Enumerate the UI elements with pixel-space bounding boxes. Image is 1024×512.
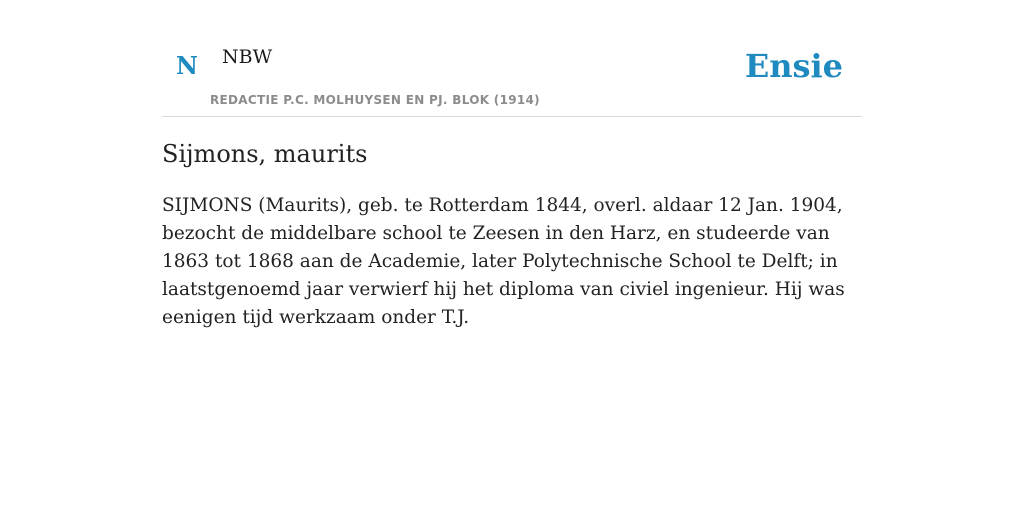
- source-header: [162, 0, 862, 117]
- article-body: SIJMONS (Maurits), geb. te Rotterdam 1844, overl. aldaar 12 Jan. 1904, bezocht de middelbare school te Zeesen in den Harz, en studeerde van 1863 tot 1868 aan de Academie, later Polytechnische School te Delft; in laatstgenoemd jaar verwierf hij het diploma van civiel ingenieur. Hij was eenigen tijd werkzaam onder T.J.: [162, 195, 845, 328]
- source-logo: N: [176, 51, 198, 80]
- brand-logo-link[interactable]: Ensie: [744, 47, 843, 85]
- source-name[interactable]: NBW: [222, 46, 273, 68]
- article-title: Sijmons, maurits: [162, 140, 368, 168]
- source-editors: REDACTIE P.C. MOLHUYSEN EN PJ. BLOK (1914): [210, 93, 540, 107]
